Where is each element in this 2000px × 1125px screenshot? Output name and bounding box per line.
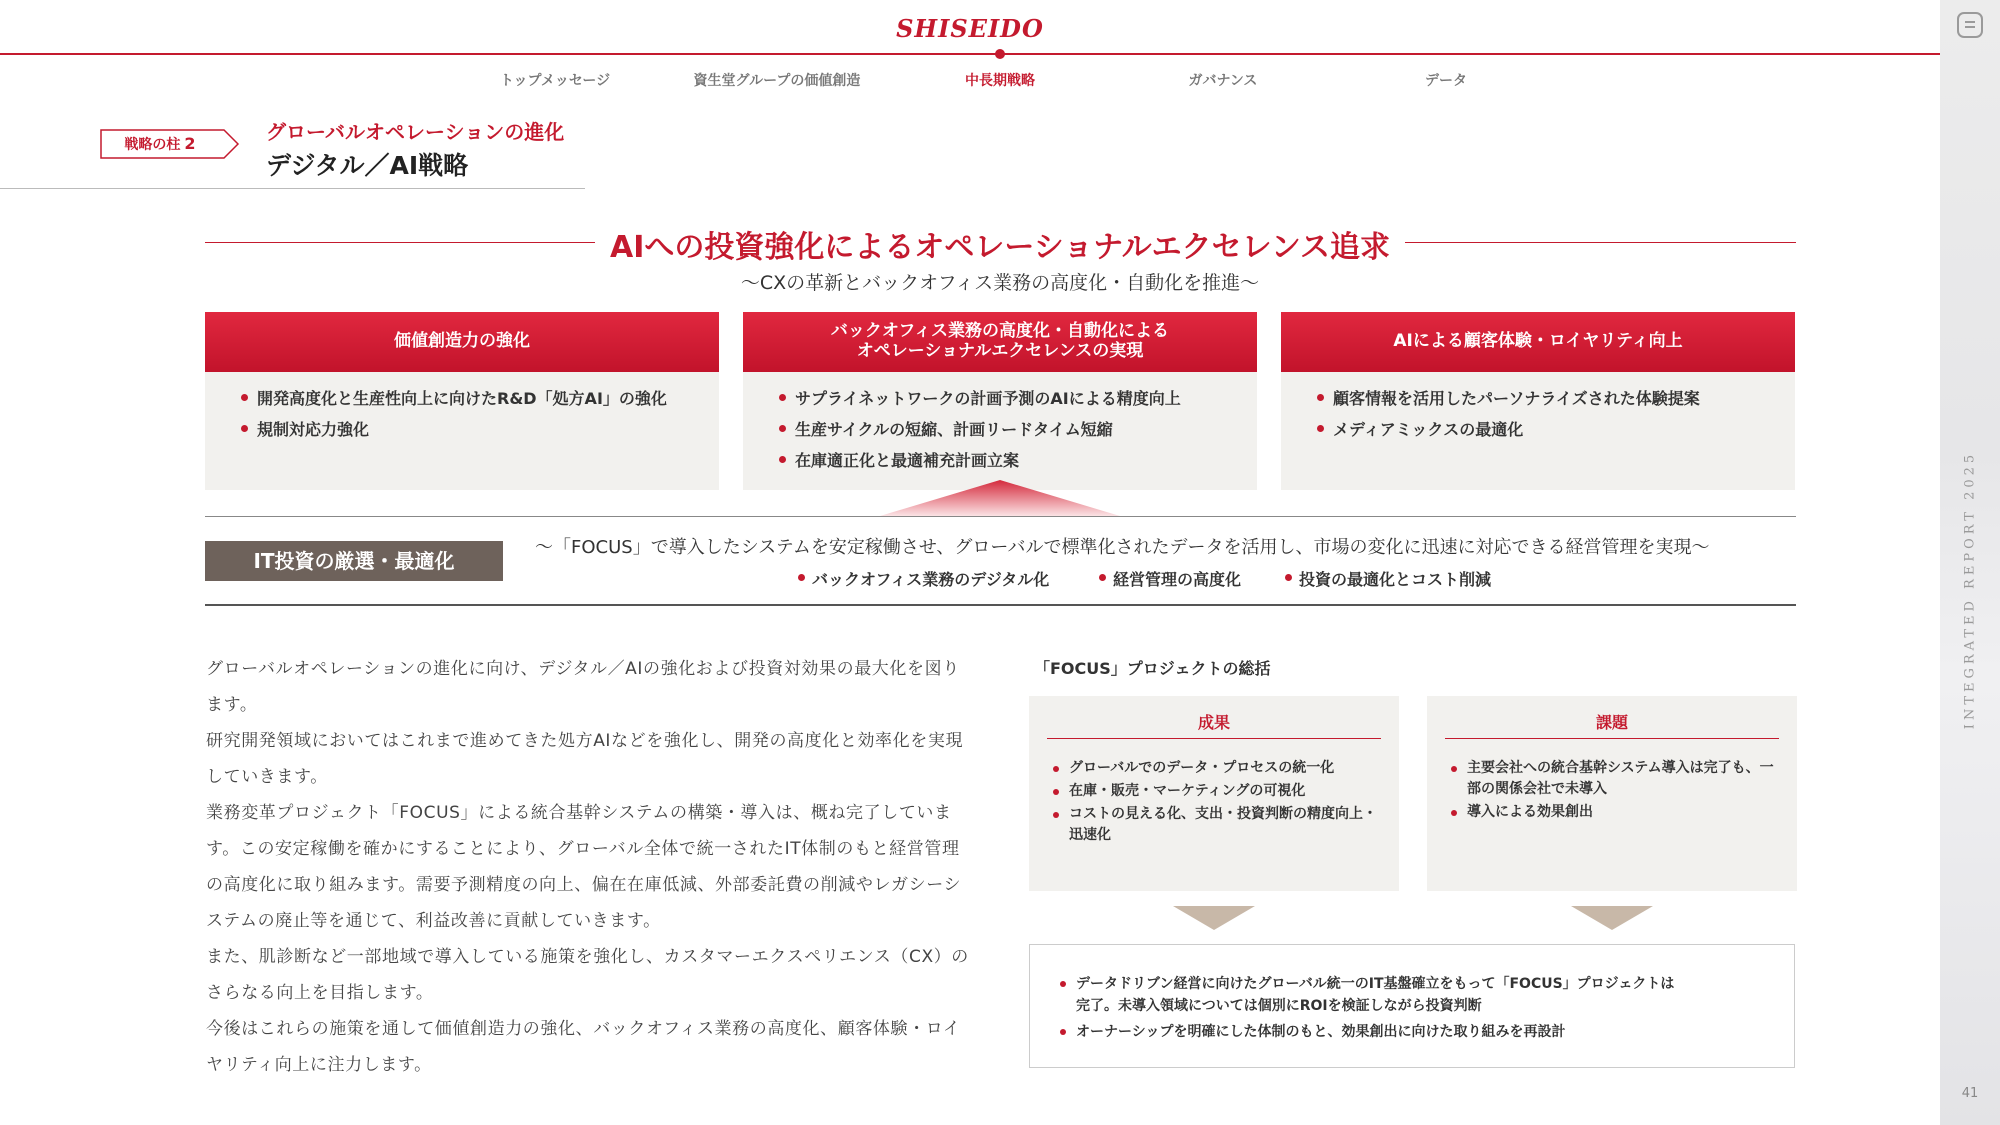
issues-title: 課題: [1445, 710, 1779, 739]
page-number: 41: [1961, 1086, 1979, 1101]
header-divider: [0, 53, 1940, 55]
arrow-down-icon: [1571, 906, 1653, 930]
list-item: 主要会社への統合基幹システム導入は完了も、一部の関係会社で未導入: [1451, 758, 1779, 800]
focus-title: 「FOCUS」プロジェクトの総括: [1034, 659, 1271, 678]
nav-top-message[interactable]: トップメッセージ: [499, 73, 611, 89]
nav-data[interactable]: データ: [1425, 73, 1467, 89]
list-item: 導入による効果創出: [1451, 802, 1779, 823]
body-text: [206, 651, 976, 1083]
pillar-tag: [100, 129, 220, 159]
list-item: 規制対応力強化: [241, 417, 667, 448]
headline-title: AIへの投資強化によるオペレーショナルエクセレンス追求: [609, 230, 1391, 265]
headline: [0, 222, 2000, 266]
list-item: コストの見える化、支出・投資判断の精度向上・迅速化: [1053, 804, 1381, 846]
report-label: INTEGRATED REPORT 2025: [1962, 450, 1978, 730]
card-title: バックオフィス業務の高度化・自動化による オペレーショナルエクセレンスの実現: [743, 312, 1257, 372]
foundation-chevron: [880, 478, 1120, 518]
card-value-creation: [205, 312, 719, 490]
it-bullet: バックオフィス業務のデジタル化: [798, 567, 1049, 590]
focus-issues-box: [1427, 696, 1797, 891]
card-customer-experience: [1281, 312, 1795, 490]
pillar-number: 2: [184, 134, 196, 153]
section-title: デジタル／AI戦略: [266, 151, 469, 180]
section-divider: [0, 188, 585, 189]
section-subtitle: グローバルオペレーションの進化: [266, 120, 565, 144]
list-item: データドリブン経営に向けたグローバル統一のIT基盤確立をもって「FOCUS」プロジェクトは 完了。未導入領域については個別にROIを検証しながら投資判断: [1060, 973, 1674, 1017]
nav-governance[interactable]: ガバナンス: [1188, 73, 1258, 89]
card-back-office: [743, 312, 1257, 490]
list-item: メディアミックスの最適化: [1317, 417, 1700, 448]
list-item: 開発高度化と生産性向上に向けたR&D「処方AI」の強化: [241, 386, 667, 417]
list-item: 在庫・販売・マーケティングの可視化: [1053, 781, 1381, 802]
card-title: 価値創造力の強化: [205, 312, 719, 372]
list-item: 顧客情報を活用したパーソナライズされた体験提案: [1317, 386, 1700, 417]
list-item: グローバルでのデータ・プロセスの統一化: [1053, 758, 1381, 779]
card-title: AIによる顧客体験・ロイヤリティ向上: [1281, 312, 1795, 372]
it-description: 〜「FOCUS」で導入したシステムを安定稼働させ、グローバルで標準化されたデータを活用し、市場の変化に迅速に対応できる経営管理を実現〜: [535, 537, 1710, 558]
focus-conclusion-box: [1029, 944, 1795, 1068]
it-bullet: 経営管理の高度化: [1099, 567, 1241, 590]
shiseido-logo[interactable]: SHISEIDO: [896, 14, 1044, 43]
paragraph: グローバルオペレーションの進化に向け、デジタル／AIの強化および投資対効果の最大化を図ります。: [206, 659, 960, 715]
paragraph: 業務変革プロジェクト「FOCUS」による統合基幹システムの構築・導入は、概ね完了しています。この安定稼働を確かにすることにより、グローバル全体で統一されたIT体制のもと経営管理の高度化に取り組みます。需要予測精度の向上、偏在在庫低減、外部委託費の削減やレガシーシステムの廃止等を通じて、利益改善に貢献していきます。: [206, 803, 962, 931]
paragraph: また、肌診断など一部地域で導入している施策を強化し、カスタマーエクスペリエンス（CX）のさらなる向上を目指します。: [206, 947, 969, 1003]
paragraph: 今後はこれらの施策を通して価値創造力の強化、バックオフィス業務の高度化、顧客体験・ロイヤリティ向上に注力します。: [206, 1019, 961, 1075]
pillar-label: 戦略の柱: [124, 137, 181, 153]
list-item: 在庫適正化と最適補充計画立案: [779, 448, 1181, 479]
it-bullet: 投資の最適化とコスト削減: [1285, 567, 1491, 590]
results-title: 成果: [1047, 710, 1381, 739]
list-item: サプライネットワークの計画予測のAIによる精度向上: [779, 386, 1181, 417]
it-rule-bottom: [205, 604, 1796, 606]
nav-value-creation[interactable]: 資生堂グループの価値創造: [693, 73, 861, 89]
it-rule-top: [205, 516, 1796, 517]
list-item: 生産サイクルの短縮、計画リードタイム短縮: [779, 417, 1181, 448]
paragraph: 研究開発領域においてはこれまで進めてきた処方AIなどを強化し、開発の高度化と効率化を実現していきます。: [206, 731, 964, 787]
nav-medium-term-strategy[interactable]: 中長期戦略: [965, 73, 1035, 89]
arrow-down-icon: [1173, 906, 1255, 930]
list-item: オーナーシップを明確にした体制のもと、効果創出に向けた取り組みを再設計: [1060, 1021, 1674, 1043]
active-nav-indicator: [995, 49, 1005, 59]
it-tag: IT投資の厳選・最適化: [205, 541, 503, 581]
headline-subtitle: 〜CXの革新とバックオフィス業務の高度化・自動化を推進〜: [740, 272, 1260, 294]
menu-icon[interactable]: [1957, 12, 1983, 38]
focus-results-box: [1029, 696, 1399, 891]
